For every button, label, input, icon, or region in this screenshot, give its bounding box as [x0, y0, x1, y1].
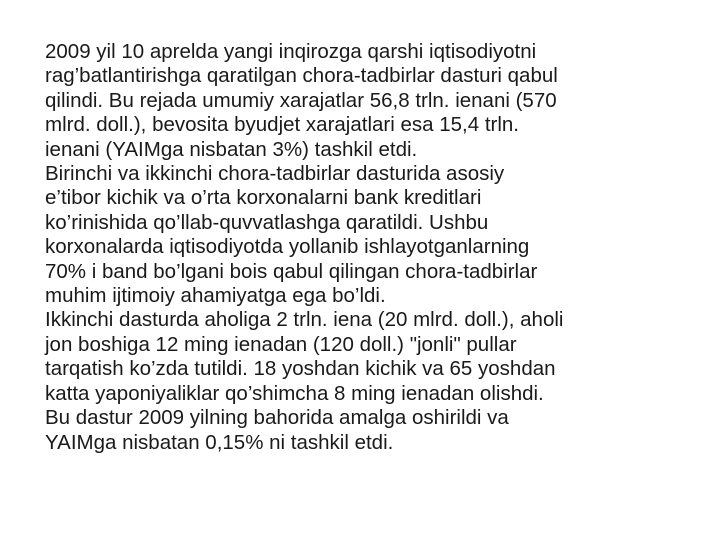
paragraph-2: Birinchi va ikkinchi chora-tadbirlar dasturida asosiy e’tibor kichik va o’rta korxonalarni bank kreditlari ko’rinishida qo’llab-quvvatlashga qaratildi. Ushbu korxonalarda iqtisodiyotda yollanib ishlayotganlarning 70% i band bo’lgani bois qabul qilingan chora-tadbirlar muhim ijtimoiy ahamiyatga ega bo’ldi.	[45, 162, 538, 308]
paragraph-3: Ikkinchi dasturda aholiga 2 trln. iena (20 mlrd. doll.), aholi jon boshiga 12 ming ienadan (120 doll.) "jonli" pullar tarqatish ko’zda tutildi. 18 yoshdan kichik va 65 yoshdan katta yaponiyaliklar qo’shimcha 8 ming ienadan olishdi. Bu dastur 2009 yilning bahorida amalga oshirildi va YAIMga nisbatan 0,15% ni tashkil etdi.	[45, 308, 564, 454]
body-text	[45, 40, 685, 455]
paragraph-1: 2009 yil 10 aprelda yangi inqirozga qarshi iqtisodiyotni rag’batlantirishga qaratilgan chora-tadbirlar dasturi qabul qilindi. Bu rejada umumiy xarajatlar 56,8 trln. ienani (570 mlrd. doll.), bevosita byudjet xarajatlari esa 15,4 trln. ienani (YAIMga nisbatan 3%) tashkil etdi.	[45, 40, 558, 161]
